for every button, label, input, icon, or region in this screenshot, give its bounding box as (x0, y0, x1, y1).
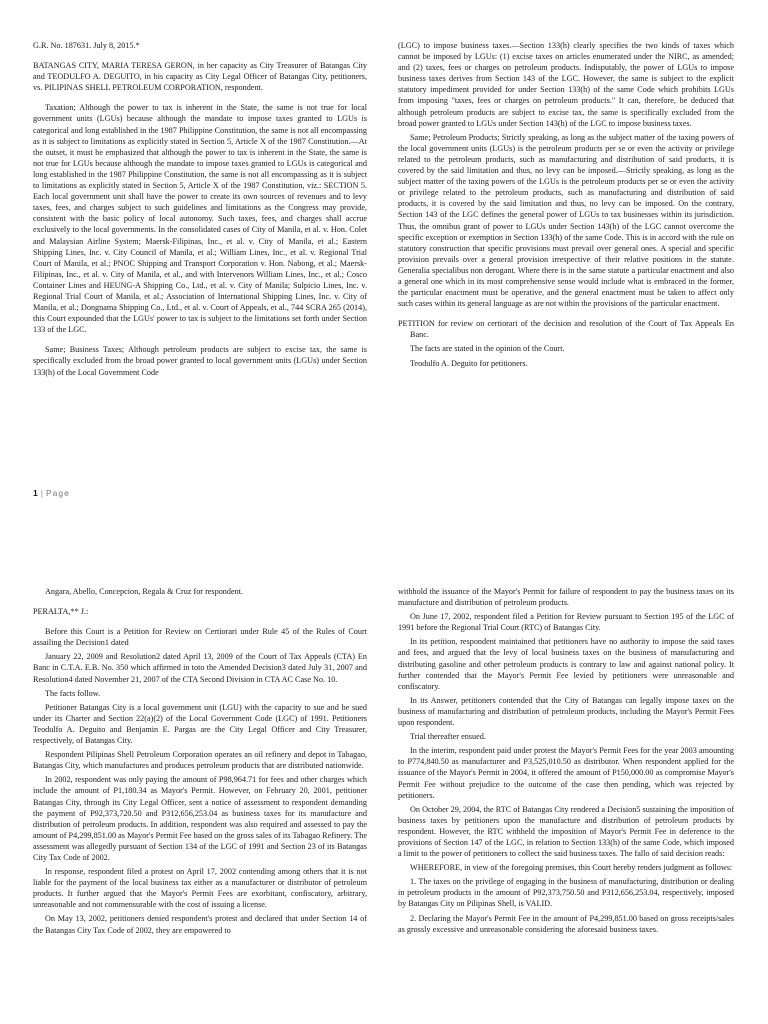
body-paragraph: Respondent Pilipinas Shell Petroleum Corporation operates an oil refinery and depot in Tabagao, Batangas City, which manufactures and produces petroleum products that are distributed nationwide. (33, 750, 367, 771)
body-paragraph: In 2002, respondent was only paying the amount of P98,964.71 for fees and other charges which include the amount of P1,180.34 as Mayor's Permit. However, on February 20, 2001, petitioner Batangas City, through its City Legal Officer, sent a notice of assessment to respondent demanding the payment of P92,373,720.50 and P312,656,253.04 as business taxes for its manufacture and distribution of petroleum products. In addition, respondent was also required and assessed to pay the amount of P4,299,851.00 as Mayor's Permit Fee based on the gross sales of its Tabagao Refinery. The assessment was allegedly pursuant of Section 134 of the LGC of 1991 and Section 23 of its Batangas City Tax Code of 2002. (33, 775, 367, 862)
quoted-paragraph: WHEREFORE, in view of the foregoing premises, this Court hereby renders judgment as follows: (410, 863, 733, 873)
syllabus-paragraph: Taxation; Although the power to tax is inherent in the State, the same is not true for local government units (LGUs) because although the mandate to impose taxes granted to LGUs is categorical and long established in the 1987 Philippine Constitution, the same is not all encompassing as it is subject to limitations as explicitly stated in Section 5, Article X of the 1987 Constitution.—At the outset, it must be emphasized that although the power to tax is inherent in the State, the same is not true for LGUs because although the mandate to impose taxes granted to LGUs is categorical and long established in the 1987 Philippine Constitution, the same is not all encompassing as it is subject to limitations as explicitly stated in Section 5, Article X of the 1987 Constitution, viz.: SECTION 5. Each local government unit shall have the power to create its own sources of revenues and to levy taxes, fees, and charges subject to such guidelines and limitations as the Congress may provide, consistent with the basic policy of local autonomy. Such taxes, fees, and charges shall accrue exclusively to the local governments. In the consolidated cases of City of Manila, et al. v. Hon. Colet and Malaysian Airline System; Maersk-Filipinas, Inc., et al. v. City of Manila, et al.; Eastern Shipping Lines, Inc. v. City Council of Manila, et al.; William Lines, Inc., et al. v. Regional Trial Court of Manila, et al.; PNOC Shipping and Transport Corporation v. Hon. Nabong, et al.; Maersk-Filipinas, Inc., et al. v. City of Manila, et al., and with Intervenors William Lines, Inc., et al.; Cosco Container Lines and HEUNG-A Shipping Co., Ltd., et al. v. City of Manila; Sulpicio Lines, Inc. v. Regional Trial Court of Manila, et al.; Association of International Shipping Lines, Inc. v. City of Manila, et al.; Dongnama Shipping Co., Ltd., et al. v. Court of Appeals, et al., 744 SCRA 265 (2014), this Court expounded that the LGUs' power to tax is subject to the limitations set forth under Section 133 of the LGC. (33, 103, 367, 335)
page-1-right-column (398, 40, 734, 372)
quoted-paragraph: 1. The taxes on the privilege of engaging in the business of manufacturing, distribution or dealing in petroleum products in the amount of P92,373,750.50 and P312,656,253.04, respectively, imposed by Batangas City on Pilipinas Shell, is VALID. (398, 877, 734, 909)
syllabus-paragraph: Same; Business Taxes; Although petroleum products are subject to excise tax, the same is specifically excluded from the broad power granted to local government units (LGUs) under Section 133(h) of the Local Government Code (33, 345, 367, 377)
page-2-right-column (398, 586, 734, 938)
body-paragraph: In the interim, respondent paid under protest the Mayor's Permit Fees for the year 2003 amounting to P774,840.50 as manufacturer and P3,525,010.50 as distributor. When respondent applied for the issuance of the Mayor's Permit in 2004, it offered the amount of P150,000.00 as compromise Mayor's Permit Fee without prejudice to the outcome of the case then pending, which was rejected by petitioners. (398, 746, 734, 800)
syllabus-paragraph: (LGC) to impose business taxes.—Section 133(h) clearly specifies the two kinds of taxes which cannot be imposed by LGUs: (1) excise taxes on articles enumerated under the NIRC, as amended; and (2) taxes, fees or charges on petroleum products. Indisputably, the power of LGUs to impose business taxes derives from Section 143 of the LGC. However, the same is subject to the explicit statutory impediment provided for under Section 133(h) of the same Code which prohibits LGUs from imposing "taxes, fees or charges on petroleum products." It can, therefore, be deduced that although petroleum products are subject to excise tax, the same is specifically excluded from the broad power granted to LGUs under Section 143(h) of the LGC to impose business taxes. (398, 41, 734, 128)
quoted-paragraph: 2. Declaring the Mayor's Permit Fee in the amount of P4,299,851.00 based on gross receipts/sales as grossly excessive and unreasonable considering the aforesaid business taxes. (398, 913, 734, 934)
case-caption: BATANGAS CITY, MARIA TERESA GERON, in her capacity as City Treasurer of Batangas City and TEODULFO A. DEGUITO, in his capacity as City Legal Officer of Batangas City, petitioners, vs. PILIPINAS SHELL PETROLEUM CORPORATION, respondent. (33, 61, 367, 93)
body-paragraph: In its petition, respondent maintained that petitioners have no authority to impose the said taxes and fees, and argued that the levy of local business taxes on the business of manufacturing and distributing gasoline and other petroleum products is contrary to law and against national policy. It further contended that the Mayor's Permit Fee levied by petitioners were unreasonable and confiscatory. (398, 637, 734, 691)
body-paragraph: In its Answer, petitioners contended that the City of Batangas can legally impose taxes on the business of manufacturing and distribution of petroleum products, including the Mayor's Permit Fees upon respondent. (398, 695, 734, 728)
body-paragraph: Trial thereafter ensued. (410, 732, 486, 742)
ponente: PERALTA,** J.: (33, 607, 89, 617)
footer-separator: | (40, 488, 43, 498)
page-number: 1 (33, 488, 38, 498)
body-paragraph: On October 29, 2004, the RTC of Batangas City rendered a Decision5 sustaining the imposition of business taxes by petitioners upon the manufacture and distribution of petroleum products by respondent. However, the RTC withheld the imposition of Mayor's Permit Fee in deference to the provisions of Section 147 of the LGC, in relation to Section 133(h) of the same Code, which imposed a limit to the power of petitioners to collect the said business taxes. The fallo of said decision reads: (398, 804, 734, 859)
body-paragraph: In response, respondent filed a protest on April 17, 2002 contending among others that it is not liable for the payment of the local business tax either as a manufacturer or distributor of petroleum products. It further argued that the Mayor's Permit Fees are exorbitant, confiscatory, arbitrary, unreasonable and not commensurable with the cost of issuing a license. (33, 867, 367, 910)
page-footer (33, 488, 70, 498)
counsel-respondent: Angara, Abello, Concepcion, Regala & Cruz for respondent. (45, 587, 244, 596)
body-paragraph: The facts follow. (45, 688, 101, 698)
body-paragraph: On June 17, 2002, respondent filed a Petition for Review pursuant to Section 195 of the LGC of 1991 before the Regional Trial Court (RTC) of Batangas City. (398, 612, 734, 633)
body-paragraph: Petitioner Batangas City is a local government unit (LGU) with the capacity to sue and be sued under its Charter and Section 22(a)(2) of the Local Government Code (LGC) of 1991. Petitioners Teodulfo A. Deguito and Benjamin E. Pargas are the City Legal Officer and City Treasurer, respectively, of Batangas City. (33, 702, 367, 746)
page-1-left-column (33, 40, 367, 381)
body-paragraph: Before this Court is a Petition for Review on Certiorari under Rule 45 of the Rules of Court assailing the Decision1 dated (33, 627, 367, 648)
page-2-left-column (33, 586, 367, 939)
counsel-petitioners: Teodulfo A. Deguito for petitioners. (410, 358, 528, 368)
page-gap (0, 512, 768, 576)
case-number: G.R. No. 187631. July 8, 2015.* (33, 41, 140, 50)
petition-statement: PETITION for review on certiorari of the decision and resolution of the Court of Tax Appeals En Banc. (398, 319, 734, 340)
body-paragraph: withhold the issuance of the Mayor's Permit for failure of respondent to pay the business taxes on its manufacture and distribution of petroleum products. (398, 587, 734, 608)
page-label: Page (45, 488, 70, 498)
facts-statement: The facts are stated in the opinion of the Court. (410, 344, 565, 354)
body-paragraph: January 22, 2009 and Resolution2 dated April 13, 2009 of the Court of Tax Appeals (CTA) En Banc in C.T.A. E.B. No. 350 which affirmed in toto the Amended Decision3 dated July 31, 2007 and Resolution4 dated November 21, 2007 of the CTA Second Division in CTA AC Case No. 10. (33, 652, 367, 684)
syllabus-paragraph: Same; Petroleum Products; Strictly speaking, as long as the subject matter of the taxing powers of the local government units (LGUs) is the petroleum products per se or even the activity or privilege related to the petroleum products, such as manufacturing and distribution of said products, it is covered by the said limitation and thus, no levy can be imposed.—Strictly speaking, as long as the subject matter of the taxing powers of the LGUs is the petroleum products per se or even the activity or privilege related to the petroleum products, such as manufacturing and distribution of said products, it is covered by the said limitation and thus, no levy can be imposed. On the contrary, Section 143 of the LGC defines the general power of LGUs to tax businesses within its jurisdiction. Thus, the omnibus grant of power to LGUs under Section 143(h) of the LGC cannot overcome the specific exception or exemption in Section 133(h) of the same Code. This is in accord with the rule on statutory construction that specific provisions must prevail over general ones. A special and specific provision prevails over a general provision irrespective of their relative positions in the statute. Generalia specialibus non derogant. Where there is in the same statute a particular enactment and also a general one which in its most comprehensive sense would include what is embraced in the former, the particular enactment must be operative, and the general enactment must be taken to affect only such cases within its general language as are not within the provisions of the particular enactment. (398, 132, 734, 309)
body-paragraph: On May 13, 2002, petitioners denied respondent's protest and declared that under Section 14 of the Batangas City Tax Code of 2002, they are empowered to (33, 914, 367, 935)
